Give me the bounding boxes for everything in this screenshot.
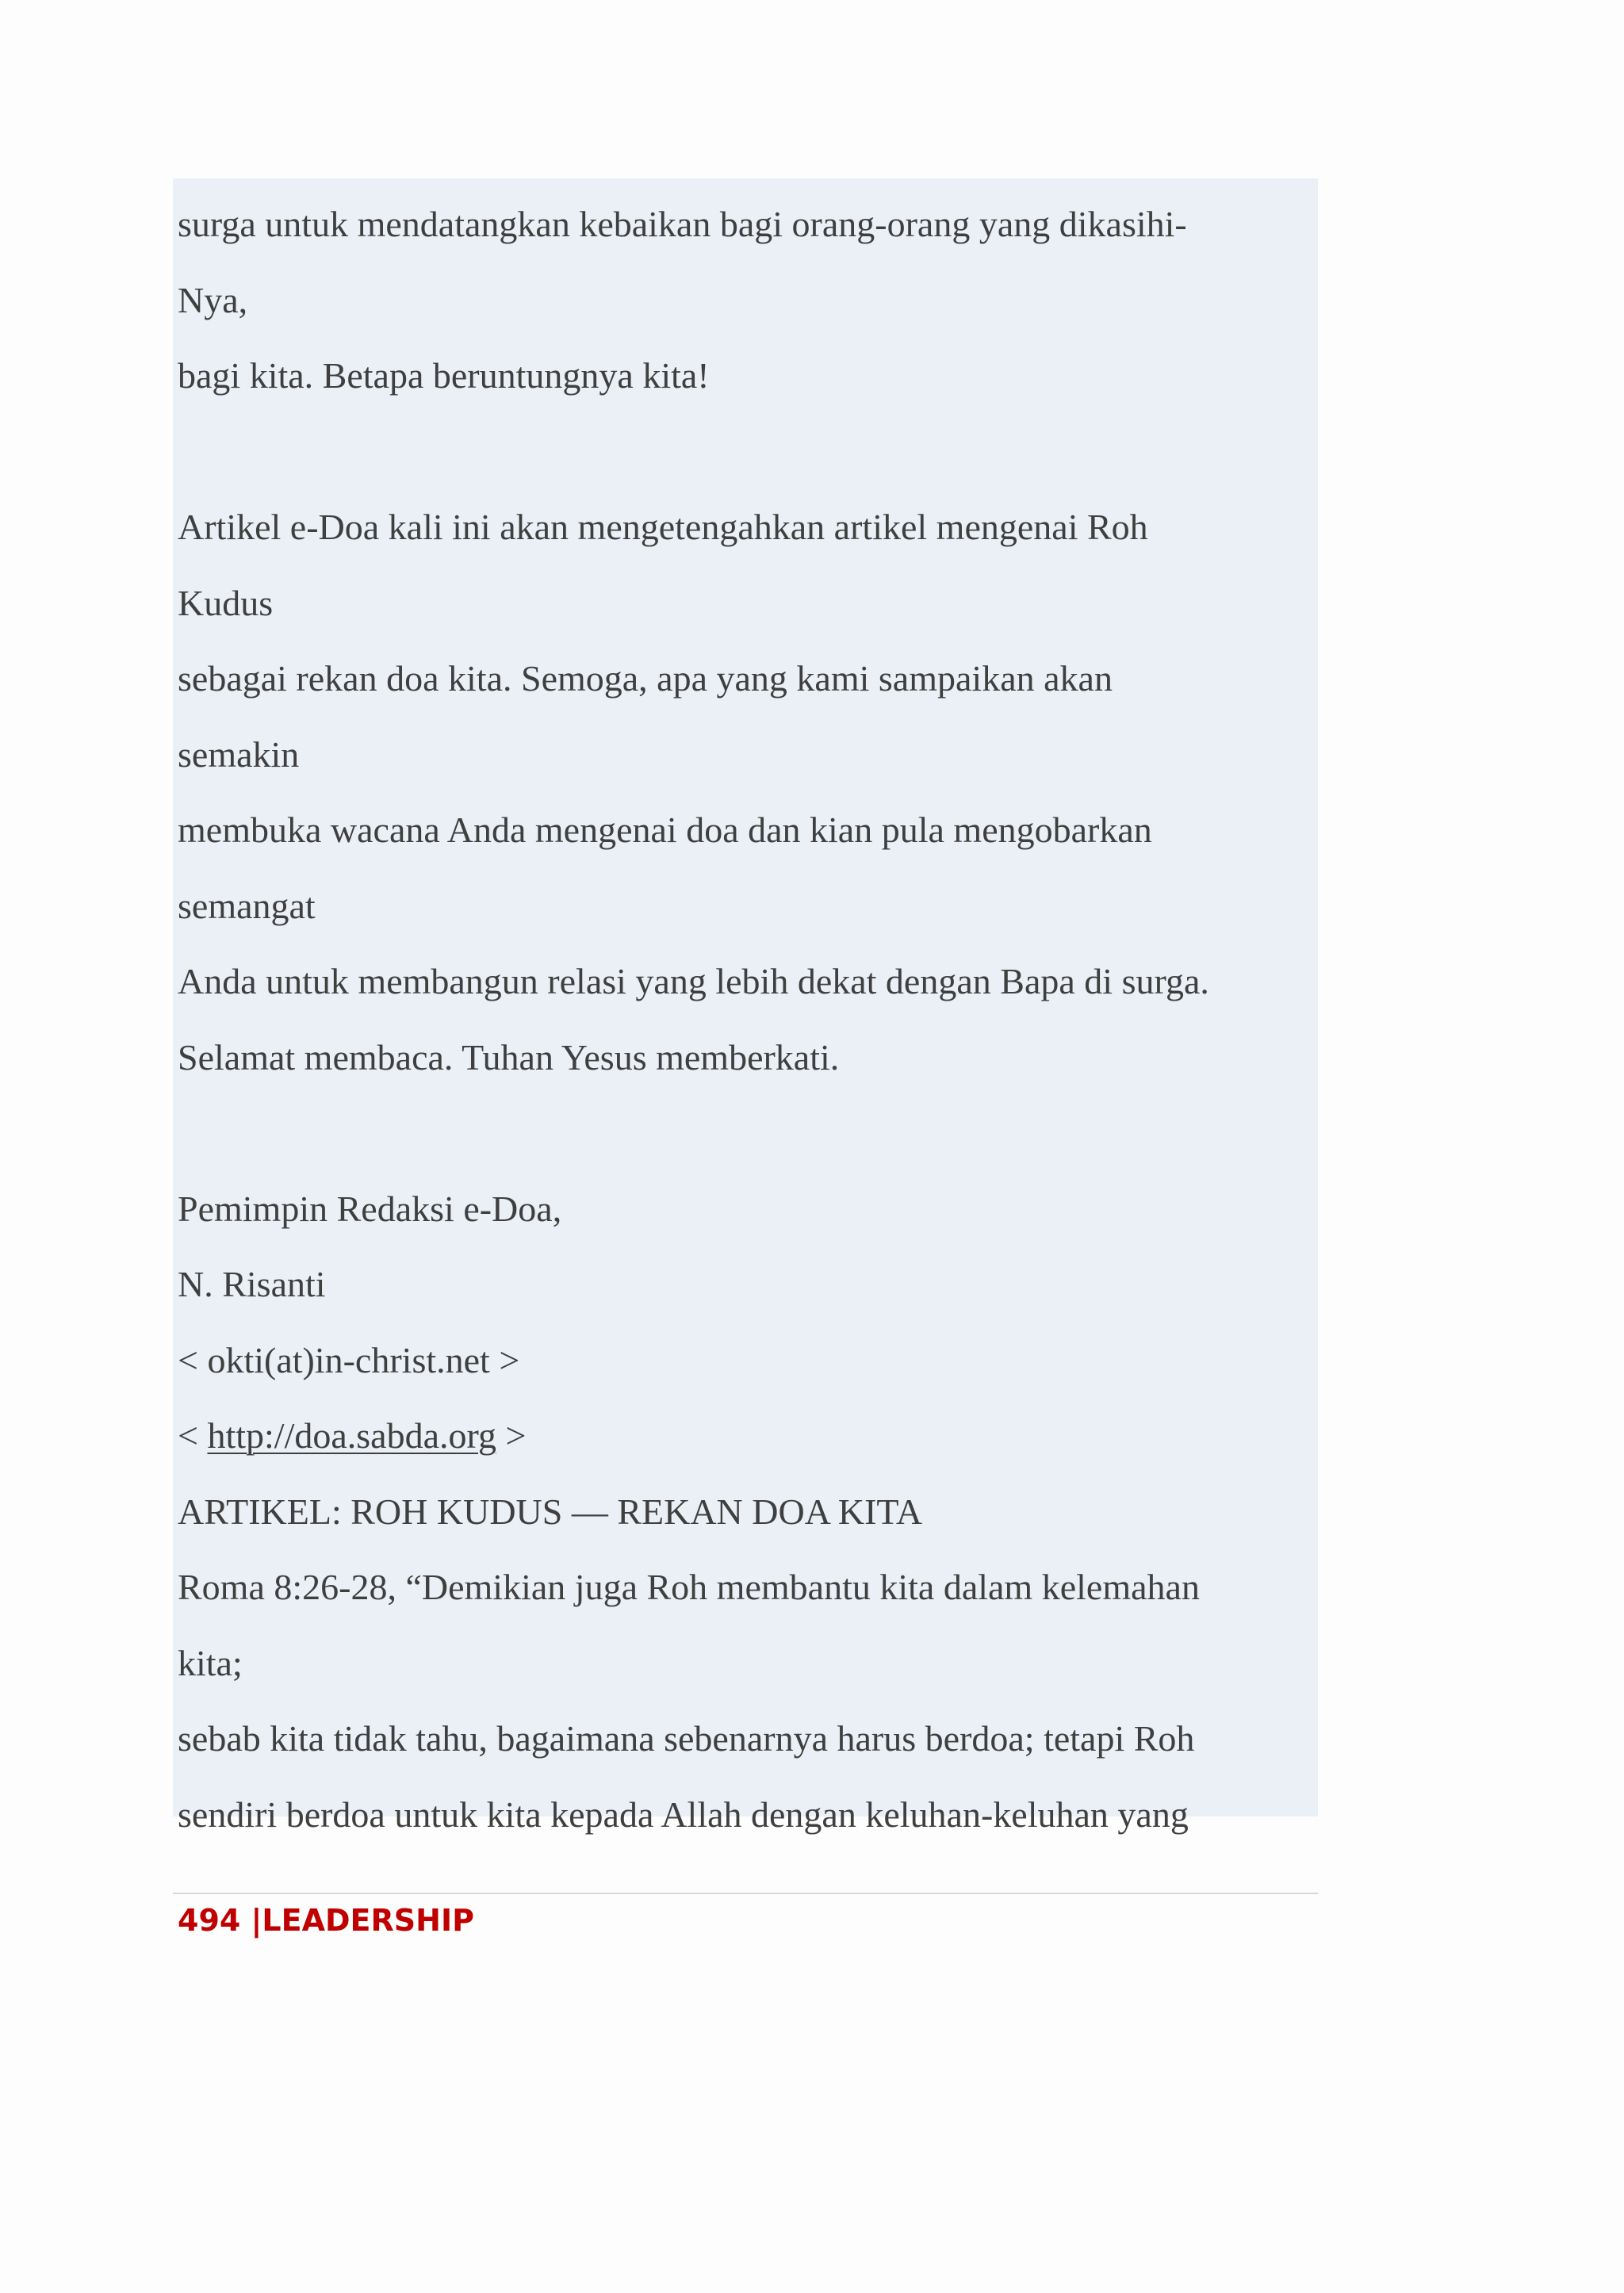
link-prefix: < (178, 1415, 208, 1456)
website-link[interactable]: http://doa.sabda.org (207, 1415, 496, 1456)
body-line: surga untuk mendatangkan kebaikan bagi orang-orang yang dikasihi- (178, 204, 1187, 244)
body-line: kita; (178, 1642, 243, 1683)
body-line: Anda untuk membangun relasi yang lebih dekat dengan Bapa di surga. (178, 961, 1209, 1001)
blank-line (178, 1095, 1318, 1171)
body-line: Artikel e-Doa kali ini akan mengetengahkan artikel mengenai Roh (178, 507, 1148, 547)
body-line: sebagai rekan doa kita. Semoga, apa yang kami sampaikan akan (178, 658, 1113, 699)
link-suffix: > (496, 1415, 527, 1456)
signature-email: < okti(at)in-christ.net > (178, 1339, 520, 1380)
body-line: sebab kita tidak tahu, bagaimana sebenarnya harus berdoa; tetapi Roh (178, 1718, 1195, 1759)
body-line: Roma 8:26-28, “Demikian juga Roh membantu kita dalam kelemahan (178, 1567, 1200, 1607)
body-line: sendiri berdoa untuk kita kepada Allah dengan keluhan-keluhan yang (178, 1793, 1189, 1835)
body-line: Selamat membaca. Tuhan Yesus memberkati. (178, 1036, 840, 1078)
body-line: semangat (178, 885, 316, 926)
article-heading: ARTIKEL: ROH KUDUS — REKAN DOA KITA (178, 1491, 923, 1532)
body-line: bagi kita. Betapa beruntungnya kita! (178, 355, 710, 396)
footer-divider (173, 1893, 1318, 1894)
signature-title: Pemimpin Redaksi e-Doa, (178, 1188, 562, 1229)
website-line (178, 1398, 1318, 1474)
body-line: Kudus (178, 582, 274, 623)
body-line: membuka wacana Anda mengenai doa dan kian pula mengobarkan (178, 810, 1152, 850)
body-line: Nya, (178, 279, 248, 320)
body-line: semakin (178, 733, 300, 775)
blank-line (178, 414, 1318, 490)
signature-name: N. Risanti (178, 1264, 326, 1304)
text-block (173, 178, 1318, 1835)
page-footer: 494 |LEADERSHIP (178, 1903, 474, 1938)
